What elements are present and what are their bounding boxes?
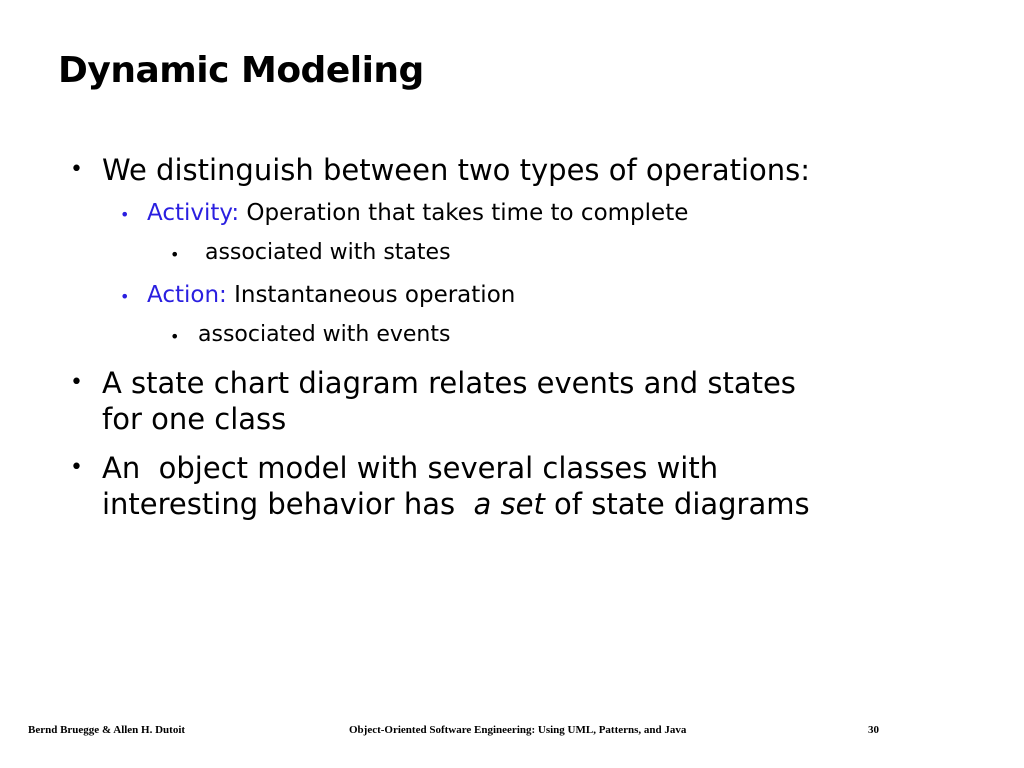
line-2-pre: interesting behavior has [102, 487, 474, 521]
bullet-line-1: An object model with several classes with [102, 451, 719, 485]
line-2-post: of state diagrams [544, 487, 810, 521]
footer-page-number: 30 [868, 724, 879, 736]
bullet-dot: • [70, 455, 83, 480]
bullet-text: Instantaneous operation [226, 282, 516, 308]
bullet-dot: • [170, 327, 180, 346]
bullet-dot: • [70, 157, 83, 182]
emphasis-a-set: a set [473, 487, 545, 521]
bullet-text: We distinguish between two types of operations: [102, 153, 811, 187]
term-action: Action: [147, 282, 227, 308]
bullet-text: associated with states [198, 240, 451, 265]
term-activity: Activity: [147, 200, 240, 226]
bullet-dot: • [120, 287, 130, 306]
bullet-text: Operation that takes time to complete [239, 200, 689, 226]
bullet-dot: • [120, 205, 130, 224]
bullet-content [147, 281, 515, 309]
footer-authors: Bernd Bruegge & Allen H. Dutoit [28, 724, 186, 736]
footer-book-title: Object-Oriented Software Engineering: Using UML, Patterns, and Java [349, 724, 687, 736]
bullet-text: associated with events [198, 322, 451, 347]
bullet-dot: • [170, 245, 180, 264]
bullet-line-2: for one class [102, 402, 287, 436]
bullet-line-2 [102, 486, 810, 522]
bullet-line-1: A state chart diagram relates events and states [102, 366, 796, 400]
slide-title: Dynamic Modeling [58, 50, 424, 91]
bullet-dot: • [70, 370, 83, 395]
bullet-content [147, 199, 688, 227]
